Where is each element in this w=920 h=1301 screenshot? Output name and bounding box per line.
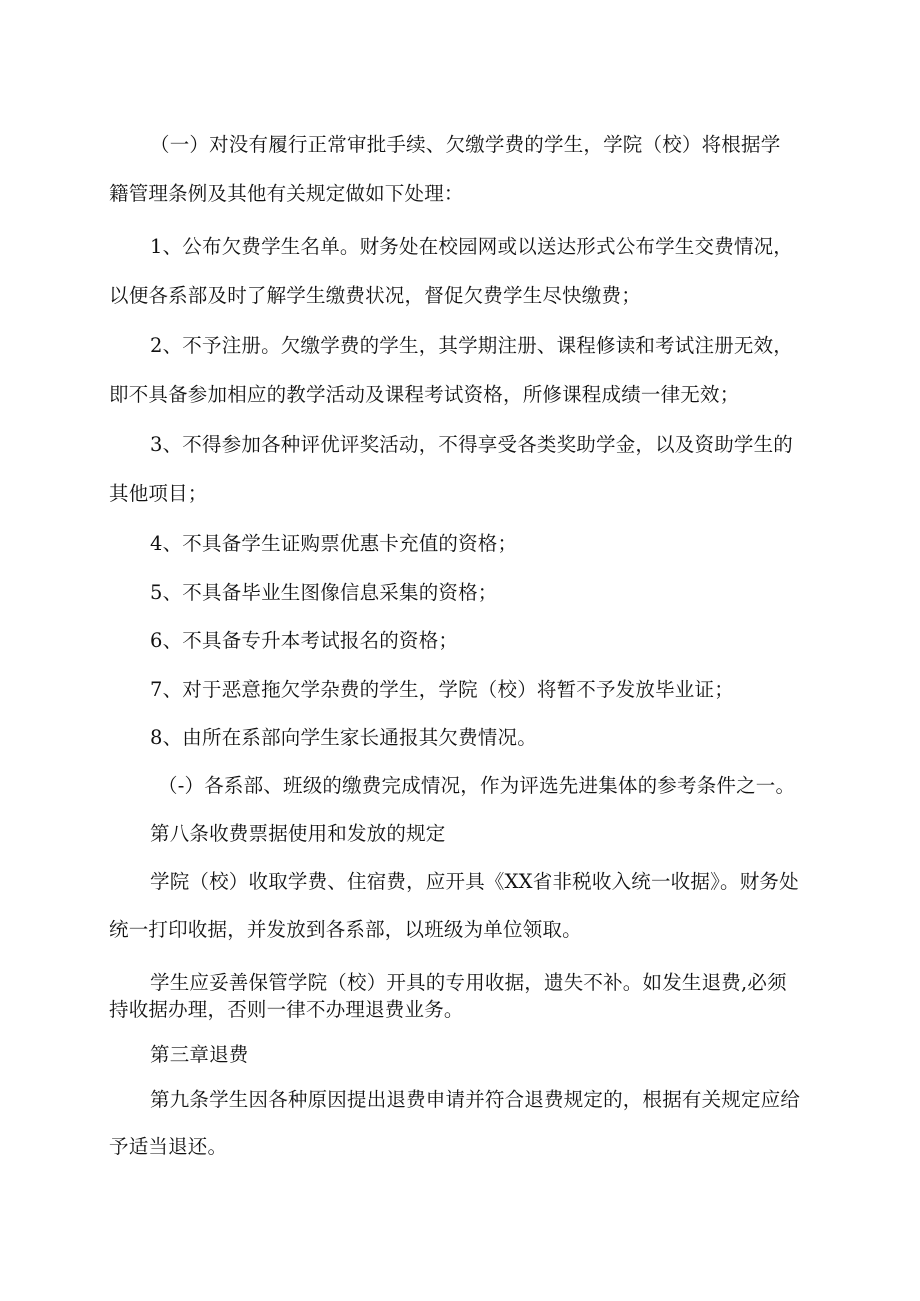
paragraph-1-line-1: （一）对没有履行正常审批手续、欠缴学费的学生，学院（校）将根据学 xyxy=(150,133,781,156)
item-2-line-2: 即不具备参加相应的教学活动及课程考试资格，所修课程成绩一律无效； xyxy=(109,383,740,406)
item-8: 8、由所在系部向学生家长通报其欠费情况。 xyxy=(150,726,537,749)
article-8-para-2-line-1: 学生应妥善保管学院（校）开具的专用收据，遗失不补。如发生退费,必须 xyxy=(150,971,787,994)
paragraph-2: （-）各系部、班级的缴费完成情况，作为评选先进集体的参考条件之一。 xyxy=(158,774,796,797)
item-3-line-1: 3、不得参加各种评优评奖活动，不得享受各类奖助学金，以及资助学生的 xyxy=(150,433,794,456)
item-3-line-2: 其他项目； xyxy=(109,482,208,505)
item-1-line-2: 以便各系部及时了解学生缴费状况，督促欠费学生尽快缴费； xyxy=(109,284,641,307)
article-8-para-2-line-2: 持收据办理，否则一律不办理退费业务。 xyxy=(109,998,464,1021)
item-6: 6、不具备专升本考试报名的资格； xyxy=(150,629,459,652)
item-1-line-1: 1、公布欠费学生名单。财务处在校园网或以送达形式公布学生交费情况， xyxy=(150,235,794,258)
article-8-heading: 第八条收费票据使用和发放的规定 xyxy=(150,822,446,845)
item-5: 5、不具备毕业生图像信息采集的资格； xyxy=(150,581,498,604)
item-7: 7、对于恶意拖欠学杂费的学生，学院（校）将暂不予发放毕业证； xyxy=(150,678,734,701)
item-2-line-1: 2、不予注册。欠缴学费的学生，其学期注册、课程修读和考试注册无效， xyxy=(150,334,794,357)
item-4: 4、不具备学生证购票优惠卡充值的资格； xyxy=(150,532,518,555)
article-9-line-1: 第九条学生因各种原因提出退费申请并符合退费规定的，根据有关规定应给 xyxy=(150,1088,801,1111)
paragraph-1-line-2: 籍管理条例及其他有关规定做如下处理： xyxy=(109,182,464,205)
chapter-3-heading: 第三章退费 xyxy=(150,1043,249,1066)
article-9-line-2: 予适当退还。 xyxy=(109,1135,228,1158)
article-8-para-1-line-2: 统一打印收据，并发放到各系部，以班级为单位领取。 xyxy=(109,918,582,941)
article-8-para-1-line-1: 学院（校）收取学费、住宿费，应开具《XX省非税收入统一收据》。财务处 xyxy=(150,870,799,893)
